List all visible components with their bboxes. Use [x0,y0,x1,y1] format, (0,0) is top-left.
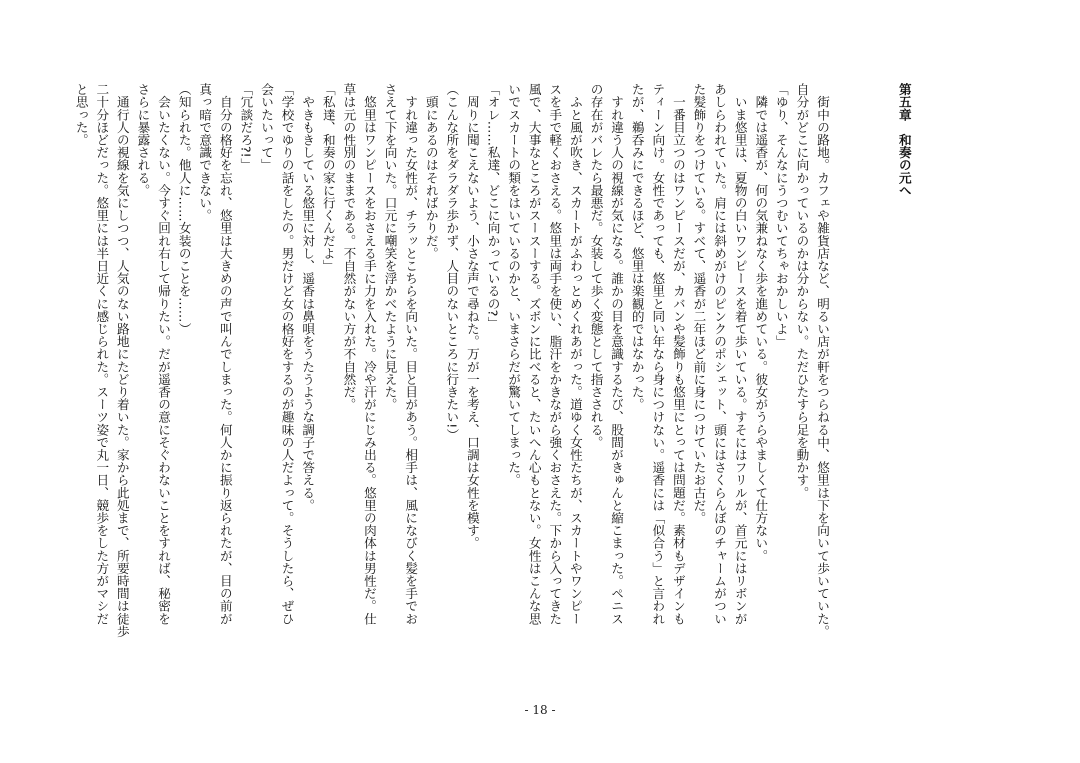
body-text-line: ふと風が吹き、スカートがふわっとめくれあがった。道ゆく女性たちが、スカートやワンピー [567,83,583,625]
body-text-line: 「冗談だろ?!」 [238,83,254,171]
body-text-line: やきもきしている悠里に対し、遥香は鼻唄をうたうような調子で答える。 [300,83,316,512]
body-text-line: スを手で軽くおさえる。悠里は両手を使い、脂汗をかきながら強くおさえた。下から入ってきた [547,83,563,625]
blank-line [832,83,852,693]
page-number: - 18 - [524,703,556,717]
body-text-line: すれ違った女性が、チラッとこちらを向いた。目と目があう。相手は、風になびく髪を手でお [403,83,419,625]
body-text-line: （こんな所をダラダラ歩かず、人目のないところに行きたい!） [444,83,460,441]
chapter-title: 第五章 和奏の元へ [896,83,912,197]
body-text-line: 会いたいって」 [259,83,274,172]
body-text-line: 「オレ……私達、どこに向かっているの?」 [485,83,501,330]
body-text-line: 通行人の視線を気にしつつ、人気のない路地にたどり着いた。家から此処まで、所要時間は徒歩 [114,83,130,638]
body-text-line: と思った。 [73,83,89,146]
body-text-line: さらに暴露される。 [135,83,151,197]
body-text-line: ティーン向け。女性であっても、悠里と同い年なら身につけない。遥香には「似合う」と言われ [650,83,666,625]
body-text-line: 悠里はワンピースをおさえる手に力を入れた。冷や汗がにじみ出る。悠里の肉体は男性だ。仕 [361,83,377,625]
body-text-line: いま悠里は、夏物の白いワンピースを着て歩いている。すそにはフリルが、首元にはリボンが [732,83,748,625]
body-text-line: 自分がどこに向かっているのかは分からない。ただひたすら足を動かす。 [794,83,810,499]
body-text-line: 「私達、和奏の家に行くんだよ」 [320,83,336,272]
body-text-line: 「ゆり、そんなにうつむいてちゃおかしいよ」 [773,83,789,348]
body-text-line: 二十分ほどだった。悠里には半日近くに感じられた。スーツ姿で丸一日、競歩をした方がマシだ [94,83,110,625]
body-text-line: いでスカートの類をはいているのかと、いまさらだが驚いてしまった。 [506,83,522,487]
body-text-line: 草は元の性別のままである。不自然がない方が不自然だ。 [341,83,357,411]
body-text-line: た髪飾りをつけている。すべて、遥香が二年ほど前に身につけていたお古だ。 [691,83,707,524]
body-text-line: 自分の格好を忘れ、悠里は大きめの声で叫んでしまった。何人かに振り返られたが、目の前が [217,83,233,625]
body-text-line: （知られた。他人に……女装のことを……） [176,83,192,335]
body-text-line: の存在がバレたら最悪だ。女装して歩く変態として指さされる。 [588,83,604,449]
body-text-line: あしらわれていた。肩には斜めがけのピンクのポシェット、頭にはさくらんぼのチャームがつい [712,83,728,625]
body-text-line: 「学校でゆりの話をしたの。男だけど女の格好をするのが趣味の人だよって。そうしたら、ぜひ [279,83,295,625]
body-text-line: 街中の路地。カフェや雑貨店など、明るい店が軒をつらねる中、悠里は下を向いて歩いていた。 [815,83,831,638]
body-text-line: 頭にあるのはそればかりだ。 [423,83,439,260]
body-text-line: さえて下を向いた。口元に嘲笑を浮かべたように見えた。 [382,83,398,411]
body-text-line: すれ違う人の視線が気になる。誰かの目を意識するたび、股間がきゅんと縮こまった。ペニス [609,83,625,625]
body-text-line: 一番目立つのはワンピースだが、カバンや髪飾りも悠里にとっては問題だ。素材もデザインも [670,83,686,625]
body-text-line: 真っ暗で意識できない。 [197,83,213,222]
vertical-text-body [73,83,955,693]
body-text-line: 風で、大事なところがスースーする。ズボンに比べると、たいへん心もとない。女性はこんな思 [526,83,542,625]
body-text-line: 会いたくない。今すぐ回れ右して帰りたい。だが遥香の意にそぐわないことをすれば、秘密を [156,83,172,625]
body-text-line: 隣では遥香が、何の気兼ねなく歩を進めている。彼女がうらやましくて仕方ない。 [753,83,769,562]
body-text-line: 周りに聞こえないよう、小さな声で尋ねた。万が一を考え、口調は女性を模す。 [464,83,480,550]
body-text-line: たが、鵜呑みにできるほど、悠里は楽観的ではなかった。 [629,83,645,411]
